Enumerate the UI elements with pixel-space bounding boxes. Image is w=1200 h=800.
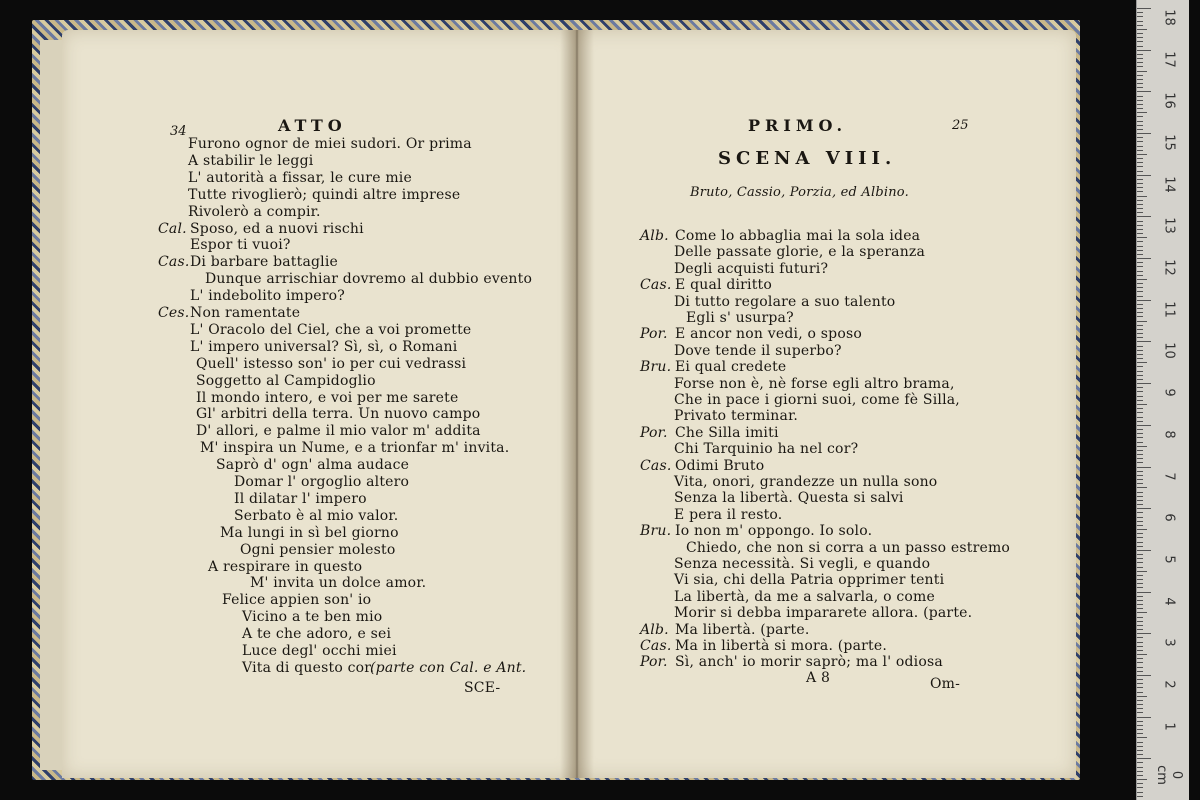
ruler-tick bbox=[1137, 121, 1143, 122]
ruler-tick bbox=[1137, 321, 1147, 322]
scene-title: SCENA VIII. bbox=[718, 148, 897, 169]
ruler-tick bbox=[1137, 187, 1143, 188]
ruler-tick bbox=[1137, 542, 1143, 543]
page-edges bbox=[40, 40, 64, 770]
ruler-tick bbox=[1137, 533, 1143, 534]
ruler-tick bbox=[1137, 87, 1143, 88]
ruler-tick bbox=[1137, 429, 1143, 430]
verse-line: Saprò d' ogn' alma audace bbox=[216, 457, 410, 474]
ruler-tick bbox=[1137, 433, 1143, 434]
ruler-tick bbox=[1137, 621, 1143, 622]
ruler-number: 11 bbox=[1161, 301, 1177, 318]
verse-line: Sposo, ed a nuovi rischi bbox=[190, 220, 364, 237]
speaker-label: Ces. bbox=[158, 305, 190, 321]
ruler-tick bbox=[1137, 712, 1143, 713]
verse-line: Senza la libertà. Questa si salvi bbox=[674, 490, 904, 507]
ruler-tick bbox=[1137, 250, 1143, 251]
left-page-number: 34 bbox=[170, 124, 187, 139]
verse-line: Di barbare battaglie bbox=[190, 254, 338, 271]
ruler-tick bbox=[1137, 275, 1143, 276]
speaker-label: Cas. bbox=[640, 277, 672, 294]
ruler-tick bbox=[1137, 575, 1143, 576]
ruler-tick bbox=[1137, 283, 1143, 284]
verse-line: Rivolerò a compir. bbox=[188, 203, 321, 220]
verse-line: Soggetto al Campidoglio bbox=[196, 372, 376, 389]
verse-line: Sì, anch' io morir saprò; ma l' odiosa bbox=[675, 654, 943, 671]
verse-line: Delle passate glorie, e la speranza bbox=[674, 244, 926, 261]
ruler-tick bbox=[1137, 729, 1143, 730]
verse-line: Ma libertà. (parte. bbox=[675, 621, 810, 638]
ruler-tick bbox=[1137, 75, 1143, 76]
ruler-tick bbox=[1137, 467, 1151, 468]
ruler-tick bbox=[1137, 200, 1143, 201]
ruler-tick bbox=[1137, 567, 1143, 568]
ruler-tick bbox=[1137, 37, 1143, 38]
ruler-tick bbox=[1137, 650, 1143, 651]
verse-line: Vita, onori, grandezze un nulla sono bbox=[674, 474, 938, 490]
ruler-tick bbox=[1137, 779, 1147, 780]
ruler-tick bbox=[1137, 696, 1147, 697]
ruler-tick bbox=[1137, 404, 1147, 405]
ruler-tick bbox=[1137, 629, 1143, 630]
ruler-tick bbox=[1137, 487, 1147, 488]
ruler-tick bbox=[1137, 692, 1143, 693]
ruler-tick bbox=[1137, 592, 1151, 593]
ruler-tick bbox=[1137, 262, 1143, 263]
verse-line: Serbato è al mio valor. bbox=[234, 507, 399, 524]
ruler-tick bbox=[1137, 679, 1143, 680]
verse-line: Io non m' oppongo. Io solo. bbox=[675, 523, 873, 540]
ruler-tick bbox=[1137, 333, 1143, 334]
verse-line: La libertà, da me a salvarla, o come bbox=[674, 588, 936, 605]
ruler-tick bbox=[1137, 587, 1143, 588]
ruler-tick bbox=[1137, 721, 1143, 722]
ruler-tick bbox=[1137, 350, 1143, 351]
ruler-tick bbox=[1137, 442, 1143, 443]
ruler-number: 15 bbox=[1161, 134, 1177, 151]
ruler-tick bbox=[1137, 91, 1151, 92]
ruler-tick bbox=[1137, 500, 1143, 501]
ruler-tick bbox=[1137, 550, 1151, 551]
ruler-tick bbox=[1137, 446, 1147, 447]
ruler-tick bbox=[1137, 479, 1143, 480]
ruler-tick bbox=[1137, 354, 1143, 355]
verse-line: L' indebolito impero? bbox=[190, 288, 346, 305]
ruler-number: 8 bbox=[1161, 430, 1177, 439]
ruler-tick bbox=[1137, 175, 1151, 176]
ruler-tick bbox=[1137, 471, 1143, 472]
ruler-tick bbox=[1137, 733, 1143, 734]
ruler-tick bbox=[1137, 266, 1143, 267]
ruler-tick bbox=[1137, 687, 1143, 688]
ruler-tick bbox=[1137, 366, 1143, 367]
speaker-label: Por. bbox=[640, 654, 668, 671]
verse-line: Degli acquisti futuri? bbox=[674, 260, 829, 277]
ruler-tick bbox=[1137, 300, 1151, 301]
ruler-tick bbox=[1137, 154, 1147, 155]
ruler-tick bbox=[1137, 325, 1143, 326]
ruler-tick bbox=[1137, 775, 1143, 776]
measuring-ruler bbox=[1136, 0, 1189, 800]
ruler-number: 1 bbox=[1161, 721, 1177, 731]
ruler-tick bbox=[1137, 383, 1151, 384]
ruler-tick bbox=[1137, 617, 1143, 618]
verse-line: L' autorità a fissar, le cure mie bbox=[188, 169, 412, 186]
ruler-tick bbox=[1137, 191, 1143, 192]
ruler-tick bbox=[1137, 725, 1143, 726]
ruler-tick bbox=[1137, 296, 1143, 297]
ruler-tick bbox=[1137, 116, 1143, 117]
ruler-tick bbox=[1137, 417, 1143, 418]
verse-line: Che Silla imiti bbox=[675, 424, 779, 441]
ruler-number: 6 bbox=[1161, 513, 1177, 522]
ruler-tick bbox=[1137, 625, 1143, 626]
ruler-tick bbox=[1137, 492, 1143, 493]
ruler-tick bbox=[1137, 754, 1143, 755]
ruler-tick bbox=[1137, 25, 1143, 26]
ruler-tick bbox=[1137, 279, 1147, 280]
ruler-tick bbox=[1137, 787, 1143, 788]
ruler-tick bbox=[1137, 771, 1143, 772]
speaker-label: Cas. bbox=[158, 254, 190, 271]
ruler-tick bbox=[1137, 525, 1143, 526]
verse-line: D' allori, e palme il mio valor m' addita bbox=[196, 423, 481, 440]
verse-line: Odimi Bruto bbox=[675, 457, 765, 474]
ruler-tick bbox=[1137, 475, 1143, 476]
ruler-tick bbox=[1137, 758, 1151, 759]
ruler-tick bbox=[1137, 312, 1143, 313]
ruler-tick bbox=[1137, 717, 1151, 718]
verse-line: Ei qual credete bbox=[675, 359, 787, 376]
speaker-label: Bru. bbox=[640, 523, 672, 540]
verse-line: Domar l' orgoglio altero bbox=[234, 474, 410, 490]
ruler-tick bbox=[1137, 608, 1143, 609]
ruler-tick bbox=[1137, 58, 1143, 59]
ruler-tick bbox=[1137, 83, 1143, 84]
ruler-tick bbox=[1137, 654, 1147, 655]
verse-line: Vi sia, chi della Patria opprimer tenti bbox=[674, 572, 945, 589]
verse-line: M' inspira un Nume, e a trionfar m' invita. bbox=[200, 440, 510, 457]
ruler-number: 3 bbox=[1161, 638, 1177, 647]
speaker-label: Cal. bbox=[158, 220, 187, 237]
verse-line: Gl' arbitri della terra. Un nuovo campo bbox=[196, 406, 481, 423]
ruler-tick bbox=[1137, 558, 1143, 559]
ruler-tick bbox=[1137, 329, 1143, 330]
ruler-tick bbox=[1137, 375, 1143, 376]
ruler-tick bbox=[1137, 454, 1143, 455]
ruler-tick bbox=[1137, 225, 1143, 226]
ruler-tick bbox=[1137, 341, 1151, 342]
ruler-number: 10 bbox=[1161, 342, 1177, 360]
ruler-number: 16 bbox=[1161, 92, 1177, 110]
ruler-tick bbox=[1137, 796, 1143, 797]
ruler-tick bbox=[1137, 391, 1143, 392]
ruler-tick bbox=[1137, 396, 1143, 397]
ruler-tick bbox=[1137, 483, 1143, 484]
ruler-tick bbox=[1137, 708, 1143, 709]
ruler-number: 9 bbox=[1161, 388, 1177, 397]
ruler-tick bbox=[1137, 158, 1143, 159]
ruler-tick bbox=[1137, 517, 1143, 518]
verse-line: E qual diritto bbox=[675, 277, 773, 294]
ruler-tick bbox=[1137, 129, 1143, 130]
right-catchword: Om- bbox=[930, 676, 961, 692]
ruler-tick bbox=[1137, 358, 1143, 359]
ruler-tick bbox=[1137, 271, 1143, 272]
right-page-number: 25 bbox=[952, 118, 969, 133]
ruler-tick bbox=[1137, 21, 1143, 22]
ruler-tick bbox=[1137, 675, 1151, 676]
verse-line: Ma in libertà si mora. (parte. bbox=[675, 638, 887, 654]
ruler-tick bbox=[1137, 104, 1143, 105]
ruler-tick bbox=[1137, 658, 1143, 659]
ruler-tick bbox=[1137, 683, 1143, 684]
ruler-tick bbox=[1137, 50, 1151, 51]
ruler-tick bbox=[1137, 254, 1143, 255]
ruler-tick bbox=[1137, 512, 1143, 513]
ruler-tick bbox=[1137, 308, 1143, 309]
ruler-tick bbox=[1137, 600, 1143, 601]
ruler-tick bbox=[1137, 346, 1143, 347]
ruler-number: 17 bbox=[1161, 50, 1177, 68]
ruler-tick bbox=[1137, 79, 1143, 80]
ruler-tick bbox=[1137, 421, 1143, 422]
verse-line: Ma lungi in sì bel giorno bbox=[220, 524, 399, 541]
ruler-tick bbox=[1137, 425, 1151, 426]
ruler-tick bbox=[1137, 33, 1143, 34]
verse-line: A te che adoro, e sei bbox=[242, 626, 392, 643]
ruler-tick bbox=[1137, 237, 1147, 238]
verse-line: Egli s' usurpa? bbox=[686, 310, 794, 326]
book-gutter bbox=[560, 30, 594, 778]
verse-line: Forse non è, nè forse egli altro brama, bbox=[674, 375, 955, 392]
ruler-tick bbox=[1137, 108, 1143, 109]
ruler-tick bbox=[1137, 162, 1143, 163]
ruler-tick bbox=[1137, 537, 1143, 538]
ruler-tick bbox=[1137, 150, 1143, 151]
ruler-tick bbox=[1137, 554, 1143, 555]
ruler-tick bbox=[1137, 704, 1143, 705]
ruler-tick bbox=[1137, 508, 1151, 509]
verse-line: Tutte rivoglierò; quindi altre imprese bbox=[188, 186, 461, 203]
verse-line: Quell' istesso son' io per cui vedrassi bbox=[196, 355, 467, 372]
speaker-label: Por. bbox=[640, 326, 668, 343]
ruler-tick bbox=[1137, 291, 1143, 292]
speaker-label: Alb. bbox=[640, 228, 669, 244]
ruler-tick bbox=[1137, 246, 1143, 247]
ruler-number: 14 bbox=[1161, 175, 1177, 193]
ruler-tick bbox=[1137, 12, 1143, 13]
ruler-tick bbox=[1137, 767, 1143, 768]
verse-line: Espor ti vuoi? bbox=[190, 237, 291, 254]
verse-line: Dove tende il superbo? bbox=[674, 342, 842, 359]
verse-line: A respirare in questo bbox=[208, 558, 363, 575]
ruler-tick bbox=[1137, 562, 1143, 563]
ruler-number: 18 bbox=[1161, 9, 1177, 26]
ruler-tick bbox=[1137, 462, 1143, 463]
ruler-tick bbox=[1137, 137, 1143, 138]
ruler-number: 2 bbox=[1161, 680, 1177, 689]
ruler-tick bbox=[1137, 29, 1147, 30]
ruler-number: 0 cm bbox=[1154, 765, 1184, 786]
ruler-tick bbox=[1137, 504, 1143, 505]
ruler-tick bbox=[1137, 762, 1143, 763]
ruler-tick bbox=[1137, 100, 1143, 101]
verse-line: Il dilatar l' impero bbox=[234, 490, 367, 507]
ruler-tick bbox=[1137, 737, 1147, 738]
ruler-tick bbox=[1137, 212, 1143, 213]
ruler-tick bbox=[1137, 96, 1143, 97]
ruler-number: 4 bbox=[1161, 596, 1177, 606]
ruler-tick bbox=[1137, 596, 1143, 597]
ruler-number: 13 bbox=[1161, 217, 1177, 235]
ruler-tick bbox=[1137, 612, 1147, 613]
ruler-tick bbox=[1137, 637, 1143, 638]
ruler-tick bbox=[1137, 371, 1143, 372]
ruler-tick bbox=[1137, 633, 1151, 634]
verse-line: Luce degl' occhi miei bbox=[242, 643, 397, 659]
ruler-tick bbox=[1137, 362, 1147, 363]
ruler-tick bbox=[1137, 66, 1143, 67]
ruler-tick bbox=[1137, 112, 1147, 113]
left-stage-direction: (parte con Cal. e Ant. bbox=[370, 660, 527, 676]
speaker-label: Bru. bbox=[640, 359, 672, 376]
verse-line: Il mondo intero, e voi per me sarete bbox=[196, 389, 459, 406]
scene-characters: Bruto, Cassio, Porzia, ed Albino. bbox=[690, 185, 909, 200]
verse-line: Che in pace i giorni suoi, come fè Silla, bbox=[674, 392, 960, 408]
ruler-tick bbox=[1137, 258, 1151, 259]
ruler-tick bbox=[1137, 458, 1143, 459]
ruler-tick bbox=[1137, 579, 1143, 580]
ruler-tick bbox=[1137, 8, 1151, 9]
verse-line: M' invita un dolce amor. bbox=[250, 575, 427, 592]
verse-line: Non ramentate bbox=[190, 305, 301, 321]
ruler-tick bbox=[1137, 166, 1143, 167]
ruler-tick bbox=[1137, 62, 1143, 63]
ruler-tick bbox=[1137, 792, 1143, 793]
ruler-tick bbox=[1137, 146, 1143, 147]
ruler-tick bbox=[1137, 141, 1143, 142]
ruler-tick bbox=[1137, 546, 1143, 547]
verse-line: Chi Tarquinio ha nel cor? bbox=[674, 441, 859, 458]
ruler-tick bbox=[1137, 221, 1143, 222]
ruler-tick bbox=[1137, 233, 1143, 234]
verse-line: Felice appien son' io bbox=[222, 592, 372, 609]
ruler-tick bbox=[1137, 571, 1147, 572]
verse-line: A stabilir le leggi bbox=[188, 152, 314, 169]
verse-line: Di tutto regolare a suo talento bbox=[674, 293, 896, 310]
ruler-tick bbox=[1137, 604, 1143, 605]
ruler-tick bbox=[1137, 216, 1151, 217]
ruler-tick bbox=[1137, 742, 1143, 743]
ruler-tick bbox=[1137, 41, 1143, 42]
ruler-number: 7 bbox=[1161, 471, 1177, 481]
ruler-tick bbox=[1137, 133, 1151, 134]
ruler-tick bbox=[1137, 304, 1143, 305]
verse-line: Chiedo, che non si corra a un passo estremo bbox=[686, 539, 1011, 556]
verse-line: Come lo abbaglia mai la sola idea bbox=[675, 228, 921, 244]
ruler-tick bbox=[1137, 437, 1143, 438]
ruler-tick bbox=[1137, 642, 1143, 643]
ruler-tick bbox=[1137, 783, 1143, 784]
verse-line: L' Oracolo del Ciel, che a voi promette bbox=[190, 321, 472, 338]
ruler-number: 12 bbox=[1161, 259, 1177, 276]
verse-line: L' impero universal? Sì, sì, o Romani bbox=[190, 338, 458, 355]
signature-mark: A 8 bbox=[806, 670, 831, 686]
ruler-tick bbox=[1137, 71, 1147, 72]
ruler-tick bbox=[1137, 750, 1143, 751]
ruler-tick bbox=[1137, 196, 1147, 197]
ruler-tick bbox=[1137, 583, 1143, 584]
ruler-tick bbox=[1137, 521, 1143, 522]
verse-line: Furono ognor de miei sudori. Or prima bbox=[188, 136, 472, 152]
ruler-tick bbox=[1137, 662, 1143, 663]
ruler-tick bbox=[1137, 171, 1143, 172]
ruler-tick bbox=[1137, 179, 1143, 180]
ruler-tick bbox=[1137, 746, 1143, 747]
verse-line: Vicino a te ben mio bbox=[242, 609, 383, 626]
verse-line: Ogni pensier molesto bbox=[240, 541, 396, 558]
ruler-tick bbox=[1137, 229, 1143, 230]
ruler-tick bbox=[1137, 496, 1143, 497]
ruler-tick bbox=[1137, 379, 1143, 380]
ruler-tick bbox=[1137, 204, 1143, 205]
ruler-tick bbox=[1137, 287, 1143, 288]
ruler-tick bbox=[1137, 529, 1147, 530]
ruler-tick bbox=[1137, 450, 1143, 451]
ruler-number: 5 bbox=[1161, 555, 1177, 564]
speaker-label: Por. bbox=[640, 424, 668, 441]
left-running-header: ATTO bbox=[278, 116, 347, 135]
verse-line: Dunque arrischiar dovremo al dubbio evento bbox=[205, 271, 533, 288]
verse-line: E ancor non vedi, o sposo bbox=[675, 326, 862, 343]
verse-line: Senza necessità. Si vegli, e quando bbox=[674, 556, 931, 572]
left-catchword: SCE- bbox=[464, 680, 501, 696]
ruler-tick bbox=[1137, 125, 1143, 126]
ruler-tick bbox=[1137, 183, 1143, 184]
ruler-tick bbox=[1137, 387, 1143, 388]
speaker-label: Cas. bbox=[640, 638, 672, 654]
ruler-tick bbox=[1137, 412, 1143, 413]
ruler-tick bbox=[1137, 337, 1143, 338]
verse-line: Vita di questo cor. bbox=[242, 659, 375, 676]
ruler-tick bbox=[1137, 241, 1143, 242]
ruler-tick bbox=[1137, 646, 1143, 647]
ruler-tick bbox=[1137, 667, 1143, 668]
verse-line: Privato terminar. bbox=[674, 408, 799, 425]
speaker-label: Alb. bbox=[640, 621, 669, 638]
verse-line: Morir si debba impararete allora. (parte. bbox=[674, 605, 973, 622]
speaker-label: Cas. bbox=[640, 457, 672, 474]
ruler-tick bbox=[1137, 208, 1143, 209]
ruler-tick bbox=[1137, 16, 1143, 17]
ruler-tick bbox=[1137, 408, 1143, 409]
ruler-tick bbox=[1137, 316, 1143, 317]
verse-line: E pera il resto. bbox=[674, 506, 783, 523]
ruler-tick bbox=[1137, 671, 1143, 672]
ruler-tick bbox=[1137, 400, 1143, 401]
ruler-tick bbox=[1137, 700, 1143, 701]
ruler-tick bbox=[1137, 46, 1143, 47]
ruler-tick bbox=[1137, 54, 1143, 55]
right-running-header: PRIMO. bbox=[748, 116, 848, 135]
